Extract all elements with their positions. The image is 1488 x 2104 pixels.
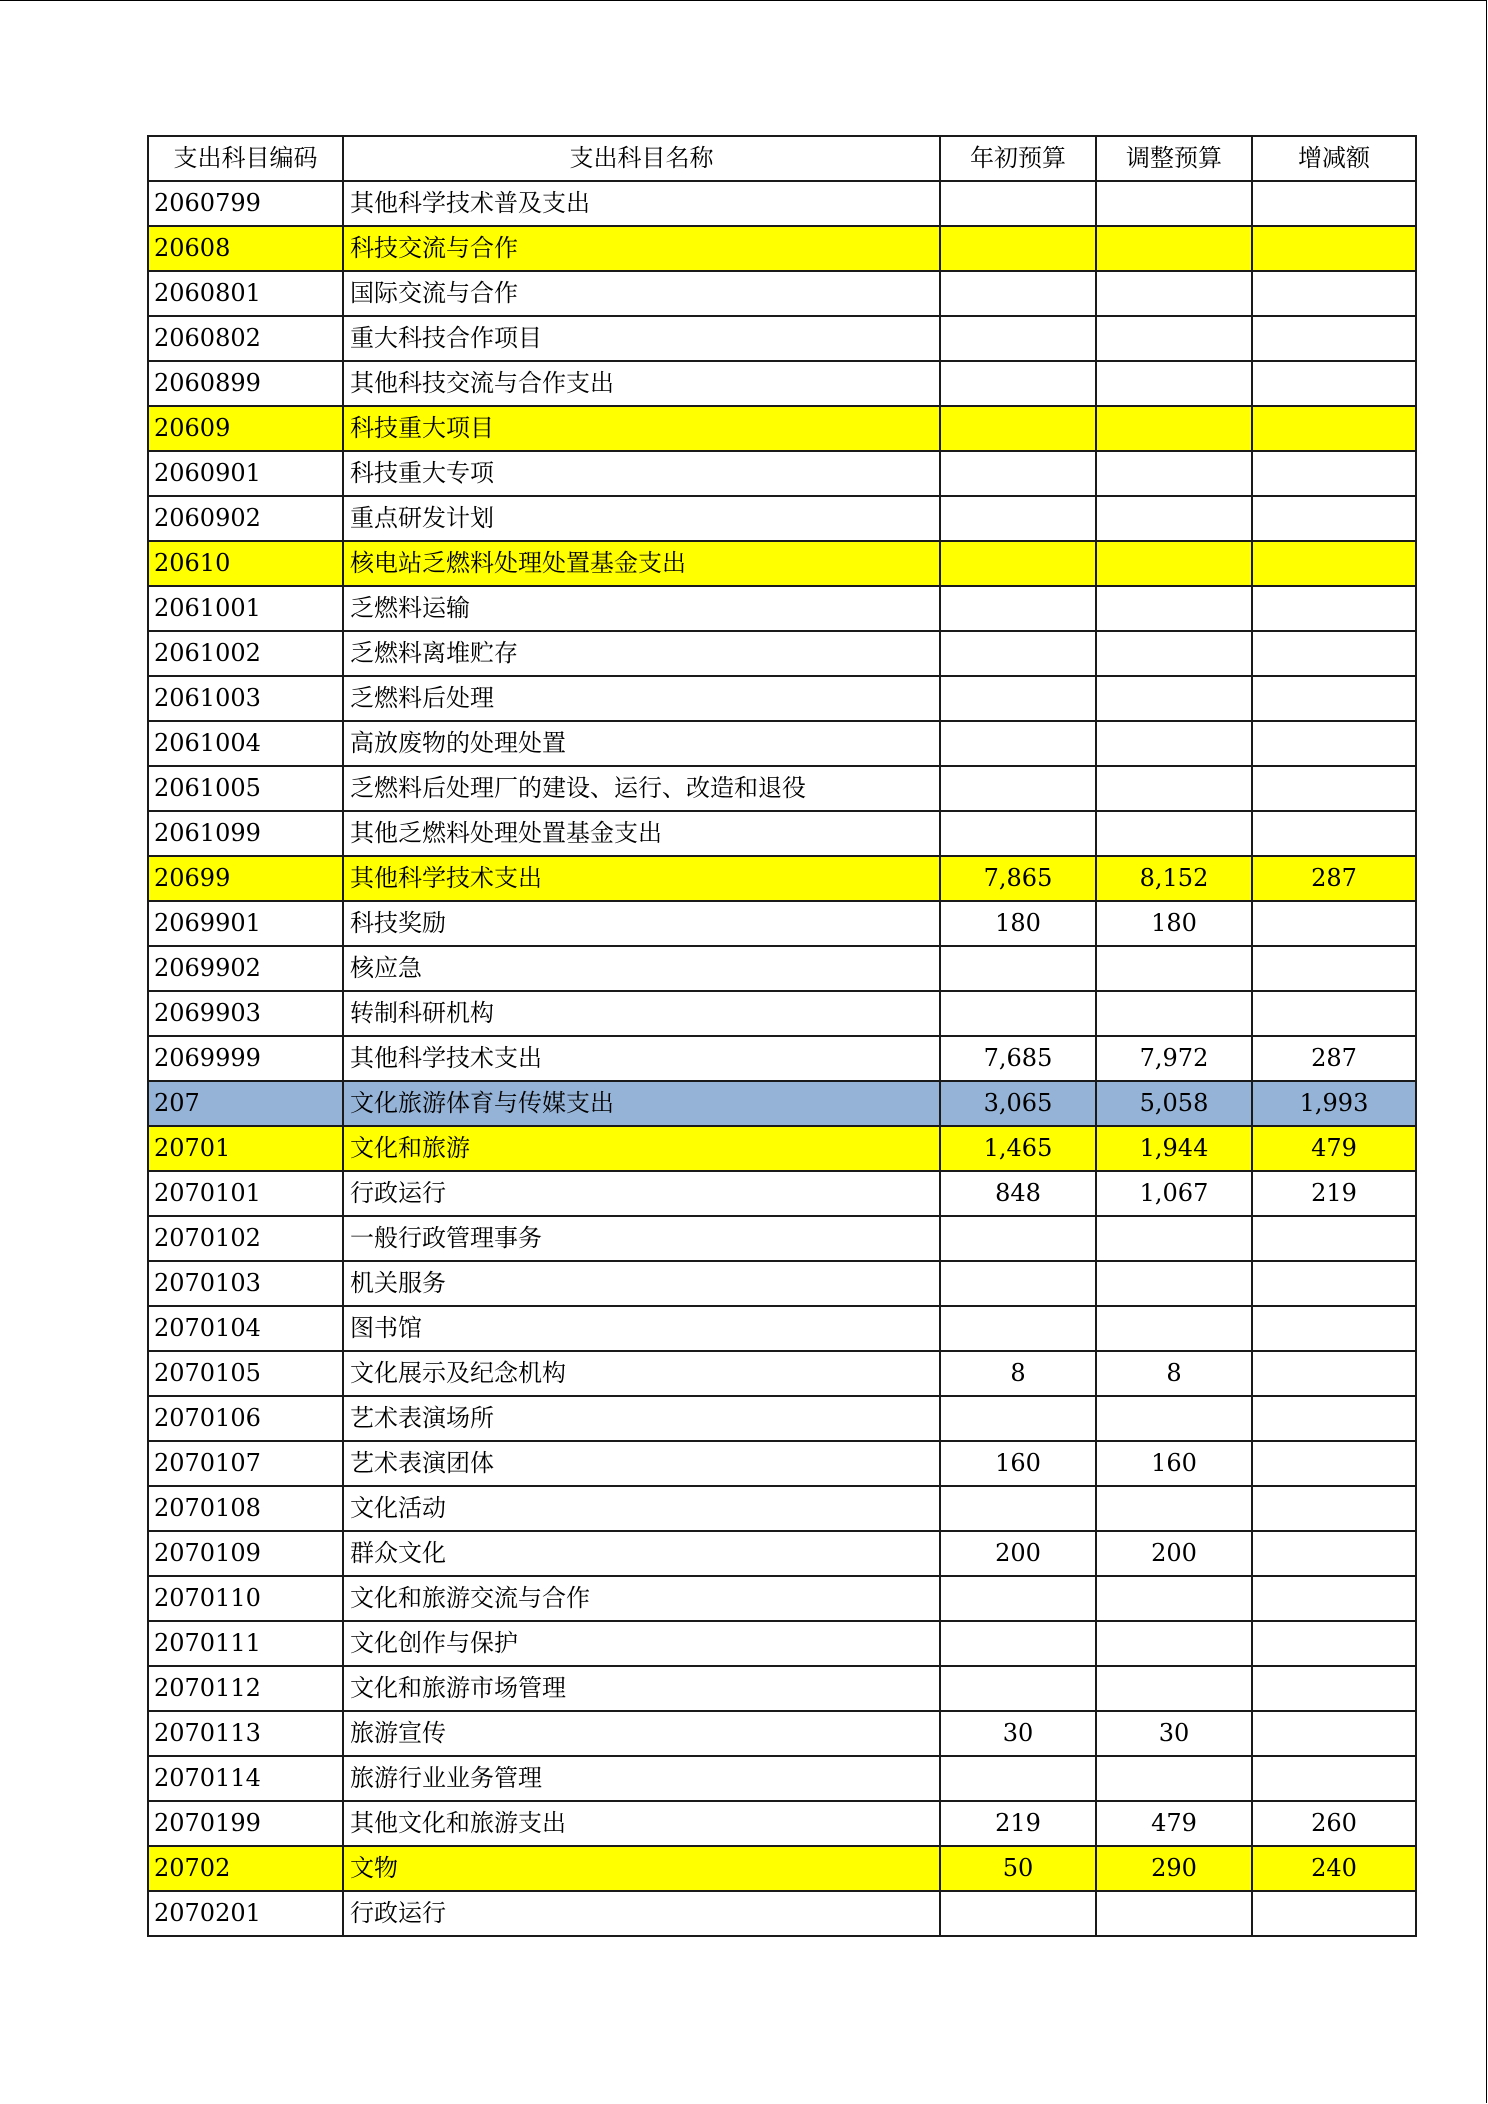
table-row [148,1846,1416,1891]
row-initial-cell [940,631,1096,676]
row-name-cell: 科技重大项目 [343,406,940,451]
row-initial-cell: 200 [940,1531,1096,1576]
row-initial-cell [940,811,1096,856]
table-body [148,181,1416,1936]
row-adjusted-cell [1096,1216,1252,1261]
row-initial-cell [940,541,1096,586]
row-code-cell: 2070201 [148,1891,343,1936]
row-code-cell: 2061099 [148,811,343,856]
row-initial-cell [940,181,1096,226]
row-adjusted-cell [1096,1486,1252,1531]
row-name-cell: 乏燃料后处理厂的建设、运行、改造和退役 [343,766,940,811]
row-initial-cell [940,721,1096,766]
row-change-cell: 287 [1252,856,1416,901]
row-initial-cell [940,1396,1096,1441]
table-row [148,1666,1416,1711]
row-name-cell: 艺术表演场所 [343,1396,940,1441]
row-initial-cell [940,1891,1096,1936]
row-change-cell [1252,1261,1416,1306]
row-initial-cell [940,1306,1096,1351]
row-change-cell [1252,676,1416,721]
row-name-cell: 行政运行 [343,1171,940,1216]
row-code-cell: 20608 [148,226,343,271]
row-change-cell: 260 [1252,1801,1416,1846]
header-initial-budget: 年初预算 [940,136,1096,181]
row-adjusted-cell [1096,1756,1252,1801]
row-initial-cell [940,991,1096,1036]
header-change: 增减额 [1252,136,1416,181]
row-adjusted-cell [1096,586,1252,631]
row-code-cell: 2070103 [148,1261,343,1306]
row-change-cell [1252,1756,1416,1801]
row-name-cell: 高放废物的处理处置 [343,721,940,766]
row-name-cell: 其他乏燃料处理处置基金支出 [343,811,940,856]
table-row [148,1756,1416,1801]
table-row [148,226,1416,271]
budget-table [147,135,1417,1937]
row-name-cell: 行政运行 [343,1891,940,1936]
row-code-cell: 2070109 [148,1531,343,1576]
row-adjusted-cell [1096,361,1252,406]
table-row [148,406,1416,451]
row-code-cell: 2070114 [148,1756,343,1801]
row-adjusted-cell [1096,496,1252,541]
row-code-cell: 2060802 [148,316,343,361]
row-adjusted-cell [1096,721,1252,766]
row-adjusted-cell: 8,152 [1096,856,1252,901]
table-row [148,1801,1416,1846]
row-code-cell: 2069999 [148,1036,343,1081]
row-name-cell: 文化和旅游交流与合作 [343,1576,940,1621]
row-initial-cell [940,496,1096,541]
row-change-cell: 219 [1252,1171,1416,1216]
row-code-cell: 2060899 [148,361,343,406]
row-change-cell [1252,271,1416,316]
table-row [148,676,1416,721]
table-row [148,1576,1416,1621]
row-change-cell [1252,316,1416,361]
row-name-cell: 科技交流与合作 [343,226,940,271]
row-code-cell: 2061002 [148,631,343,676]
row-adjusted-cell [1096,1666,1252,1711]
row-name-cell: 乏燃料后处理 [343,676,940,721]
row-change-cell [1252,226,1416,271]
row-name-cell: 其他文化和旅游支出 [343,1801,940,1846]
row-name-cell: 一般行政管理事务 [343,1216,940,1261]
row-code-cell: 20701 [148,1126,343,1171]
table-row [148,991,1416,1036]
row-code-cell: 2070105 [148,1351,343,1396]
row-adjusted-cell [1096,1306,1252,1351]
header-name: 支出科目名称 [343,136,940,181]
row-name-cell: 其他科学技术支出 [343,1036,940,1081]
row-name-cell: 文化旅游体育与传媒支出 [343,1081,940,1126]
row-initial-cell: 3,065 [940,1081,1096,1126]
row-initial-cell [940,1486,1096,1531]
row-code-cell: 2069903 [148,991,343,1036]
row-change-cell: 240 [1252,1846,1416,1891]
table-row [148,901,1416,946]
header-code: 支出科目编码 [148,136,343,181]
row-initial-cell: 50 [940,1846,1096,1891]
row-name-cell: 国际交流与合作 [343,271,940,316]
row-change-cell [1252,1666,1416,1711]
row-initial-cell [940,586,1096,631]
row-change-cell [1252,631,1416,676]
row-change-cell [1252,991,1416,1036]
row-adjusted-cell [1096,1891,1252,1936]
row-code-cell: 2070101 [148,1171,343,1216]
row-adjusted-cell [1096,1576,1252,1621]
row-code-cell: 2070199 [148,1801,343,1846]
table-row [148,631,1416,676]
row-change-cell [1252,721,1416,766]
row-name-cell: 旅游行业业务管理 [343,1756,940,1801]
row-name-cell: 文物 [343,1846,940,1891]
table-row [148,1396,1416,1441]
row-adjusted-cell [1096,946,1252,991]
row-adjusted-cell: 30 [1096,1711,1252,1756]
row-change-cell [1252,406,1416,451]
row-code-cell: 2061003 [148,676,343,721]
table-header [148,136,1416,181]
table-row [148,1891,1416,1936]
row-adjusted-cell [1096,541,1252,586]
row-initial-cell: 180 [940,901,1096,946]
table-row [148,271,1416,316]
row-initial-cell [940,1216,1096,1261]
row-name-cell: 群众文化 [343,1531,940,1576]
row-initial-cell [940,946,1096,991]
row-initial-cell: 160 [940,1441,1096,1486]
row-code-cell: 2070108 [148,1486,343,1531]
row-name-cell: 图书馆 [343,1306,940,1351]
row-name-cell: 文化和旅游 [343,1126,940,1171]
row-change-cell [1252,766,1416,811]
table-row [148,361,1416,406]
row-initial-cell [940,406,1096,451]
row-name-cell: 科技奖励 [343,901,940,946]
row-change-cell [1252,1441,1416,1486]
row-adjusted-cell: 290 [1096,1846,1252,1891]
row-adjusted-cell: 7,972 [1096,1036,1252,1081]
row-initial-cell: 30 [940,1711,1096,1756]
table-row [148,856,1416,901]
row-change-cell: 1,993 [1252,1081,1416,1126]
row-adjusted-cell [1096,316,1252,361]
row-name-cell: 转制科研机构 [343,991,940,1036]
row-adjusted-cell: 200 [1096,1531,1252,1576]
row-name-cell: 核应急 [343,946,940,991]
row-adjusted-cell [1096,271,1252,316]
row-code-cell: 2069902 [148,946,343,991]
row-initial-cell [940,1621,1096,1666]
row-code-cell: 2061005 [148,766,343,811]
row-change-cell [1252,946,1416,991]
row-name-cell: 文化展示及纪念机构 [343,1351,940,1396]
table-row [148,541,1416,586]
row-name-cell: 重点研发计划 [343,496,940,541]
row-code-cell: 2070106 [148,1396,343,1441]
row-code-cell: 2060901 [148,451,343,496]
row-initial-cell: 1,465 [940,1126,1096,1171]
row-code-cell: 2069901 [148,901,343,946]
row-change-cell [1252,1531,1416,1576]
row-adjusted-cell [1096,406,1252,451]
header-adjusted-budget: 调整预算 [1096,136,1252,181]
row-code-cell: 207 [148,1081,343,1126]
row-change-cell [1252,1216,1416,1261]
row-name-cell: 文化创作与保护 [343,1621,940,1666]
row-name-cell: 其他科学技术支出 [343,856,940,901]
table-row [148,1171,1416,1216]
row-code-cell: 2070104 [148,1306,343,1351]
row-initial-cell [940,451,1096,496]
row-name-cell: 核电站乏燃料处理处置基金支出 [343,541,940,586]
row-adjusted-cell: 479 [1096,1801,1252,1846]
row-change-cell [1252,1711,1416,1756]
row-adjusted-cell [1096,811,1252,856]
table-row [148,1261,1416,1306]
row-code-cell: 2060799 [148,181,343,226]
table-row [148,1126,1416,1171]
row-change-cell [1252,901,1416,946]
row-change-cell [1252,586,1416,631]
table-row [148,1351,1416,1396]
row-initial-cell [940,1666,1096,1711]
row-adjusted-cell [1096,676,1252,721]
row-name-cell: 乏燃料离堆贮存 [343,631,940,676]
row-code-cell: 20610 [148,541,343,586]
row-change-cell [1252,811,1416,856]
row-code-cell: 2070102 [148,1216,343,1261]
row-initial-cell: 848 [940,1171,1096,1216]
table-row [148,766,1416,811]
row-adjusted-cell [1096,1396,1252,1441]
table-row [148,721,1416,766]
row-initial-cell [940,1576,1096,1621]
row-change-cell [1252,1351,1416,1396]
row-adjusted-cell [1096,451,1252,496]
row-initial-cell [940,316,1096,361]
table-row [148,316,1416,361]
row-name-cell: 艺术表演团体 [343,1441,940,1486]
row-change-cell [1252,1891,1416,1936]
row-name-cell: 重大科技合作项目 [343,316,940,361]
row-change-cell [1252,1486,1416,1531]
row-adjusted-cell [1096,631,1252,676]
row-initial-cell [940,1261,1096,1306]
row-code-cell: 2060801 [148,271,343,316]
table-row [148,946,1416,991]
row-initial-cell [940,226,1096,271]
row-change-cell [1252,541,1416,586]
row-initial-cell [940,1756,1096,1801]
row-code-cell: 2070112 [148,1666,343,1711]
row-code-cell: 2061001 [148,586,343,631]
row-name-cell: 旅游宣传 [343,1711,940,1756]
row-change-cell [1252,1576,1416,1621]
row-code-cell: 2070113 [148,1711,343,1756]
table-row [148,1531,1416,1576]
row-code-cell: 2060902 [148,496,343,541]
row-adjusted-cell: 5,058 [1096,1081,1252,1126]
row-adjusted-cell: 160 [1096,1441,1252,1486]
row-initial-cell: 8 [940,1351,1096,1396]
table-row [148,1216,1416,1261]
row-name-cell: 文化和旅游市场管理 [343,1666,940,1711]
row-adjusted-cell [1096,1621,1252,1666]
table-row [148,586,1416,631]
row-adjusted-cell [1096,226,1252,271]
table-row [148,1036,1416,1081]
row-adjusted-cell [1096,991,1252,1036]
row-adjusted-cell: 180 [1096,901,1252,946]
table-row [148,1486,1416,1531]
row-name-cell: 机关服务 [343,1261,940,1306]
row-adjusted-cell [1096,1261,1252,1306]
row-code-cell: 2070110 [148,1576,343,1621]
table-row [148,451,1416,496]
header-row [148,136,1416,181]
row-code-cell: 20609 [148,406,343,451]
row-adjusted-cell: 8 [1096,1351,1252,1396]
row-change-cell: 479 [1252,1126,1416,1171]
row-name-cell: 其他科技交流与合作支出 [343,361,940,406]
row-change-cell [1252,496,1416,541]
row-change-cell [1252,1306,1416,1351]
row-change-cell [1252,361,1416,406]
row-initial-cell [940,676,1096,721]
table-row [148,496,1416,541]
row-code-cell: 20702 [148,1846,343,1891]
row-initial-cell: 7,865 [940,856,1096,901]
table-row [148,1711,1416,1756]
row-initial-cell [940,766,1096,811]
table-row [148,1081,1416,1126]
table-row [148,1621,1416,1666]
row-initial-cell [940,271,1096,316]
row-adjusted-cell [1096,181,1252,226]
row-adjusted-cell [1096,766,1252,811]
row-initial-cell: 7,685 [940,1036,1096,1081]
row-initial-cell [940,361,1096,406]
table-row [148,1441,1416,1486]
row-adjusted-cell: 1,067 [1096,1171,1252,1216]
row-change-cell [1252,1621,1416,1666]
row-name-cell: 乏燃料运输 [343,586,940,631]
row-change-cell: 287 [1252,1036,1416,1081]
row-name-cell: 科技重大专项 [343,451,940,496]
table-row [148,1306,1416,1351]
table-row [148,181,1416,226]
table-row [148,811,1416,856]
row-code-cell: 20699 [148,856,343,901]
row-adjusted-cell: 1,944 [1096,1126,1252,1171]
row-change-cell [1252,181,1416,226]
row-code-cell: 2070107 [148,1441,343,1486]
row-change-cell [1252,451,1416,496]
row-code-cell: 2070111 [148,1621,343,1666]
row-code-cell: 2061004 [148,721,343,766]
row-name-cell: 文化活动 [343,1486,940,1531]
row-change-cell [1252,1396,1416,1441]
row-initial-cell: 219 [940,1801,1096,1846]
row-name-cell: 其他科学技术普及支出 [343,181,940,226]
